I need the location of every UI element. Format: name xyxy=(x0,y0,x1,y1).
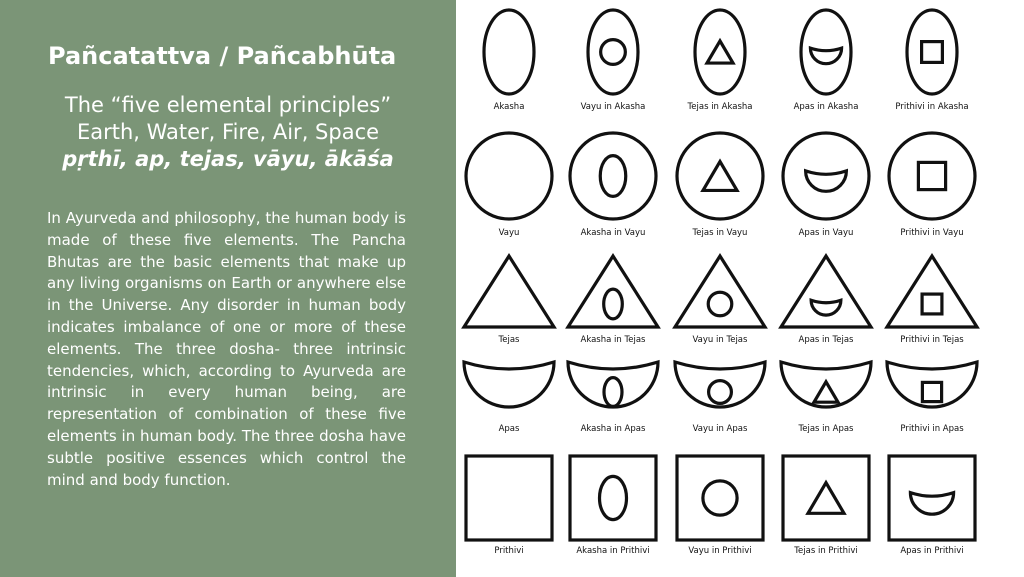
circle-outline-icon xyxy=(466,133,552,219)
crescent-inner-icon xyxy=(910,493,953,515)
subtitle-line-elements: Earth, Water, Fire, Air, Space xyxy=(76,120,380,144)
symbol-label: Prithivi in Vayu xyxy=(900,228,964,238)
symbol-cell xyxy=(675,256,765,345)
symbol-label: Prithivi in Tejas xyxy=(900,335,964,345)
symbol-label: Akasha in Prithivi xyxy=(576,546,650,556)
triangle-inner-icon xyxy=(707,41,733,63)
symbol-label: Akasha xyxy=(493,102,525,112)
elements-symbol-grid xyxy=(456,0,1024,577)
symbol-cell xyxy=(889,456,975,556)
triangle-inner-icon xyxy=(814,382,838,402)
circle-outline-icon xyxy=(677,133,763,219)
symbol-cell xyxy=(677,133,763,238)
crescent-inner-icon xyxy=(811,300,841,315)
triangle-outline-icon xyxy=(887,256,977,327)
subtitle-line-principles: The “five elemental principles” xyxy=(64,93,392,117)
circle-outline-icon xyxy=(570,133,656,219)
square-inner-icon xyxy=(922,42,943,63)
symbol-label: Tejas xyxy=(498,335,520,345)
symbol-cell xyxy=(781,256,871,345)
symbol-cell xyxy=(783,456,869,556)
symbol-label: Tejas in Apas xyxy=(798,424,854,434)
symbol-label: Prithivi in Apas xyxy=(900,424,964,434)
symbol-label: Vayu in Apas xyxy=(692,424,748,434)
symbol-label: Vayu in Akasha xyxy=(580,102,646,112)
symbol-label: Apas in Akasha xyxy=(793,102,859,112)
square-outline-icon xyxy=(783,456,869,540)
symbol-label: Akasha in Apas xyxy=(580,424,646,434)
symbol-label: Prithivi xyxy=(494,546,524,556)
symbol-label: Tejas in Akasha xyxy=(687,102,753,112)
square-outline-icon xyxy=(889,456,975,540)
subtitle-block xyxy=(40,92,416,173)
symbol-cell xyxy=(464,256,554,345)
symbol-cell xyxy=(466,133,552,238)
symbol-cell xyxy=(570,456,656,556)
symbol-label: Vayu in Prithivi xyxy=(688,546,752,556)
symbol-cell xyxy=(889,133,975,238)
square-inner-icon xyxy=(918,162,945,189)
symbol-label: Akasha in Tejas xyxy=(580,335,646,345)
circle-inner-icon xyxy=(709,381,732,404)
oval-inner-icon xyxy=(600,156,626,197)
triangle-inner-icon xyxy=(808,483,844,514)
crescent-outline-icon xyxy=(464,362,554,407)
circle-inner-icon xyxy=(703,481,737,515)
crescent-inner-icon xyxy=(810,48,841,64)
symbol-cell xyxy=(687,10,753,112)
oval-inner-icon xyxy=(604,289,623,319)
symbol-label: Vayu xyxy=(498,228,520,238)
crescent-inner-icon xyxy=(806,171,847,191)
square-outline-icon xyxy=(466,456,552,540)
description-paragraph: In Ayurveda and philosophy, the human body is made of these five elements. The Pancha Bhutas are the basic elements that make up any living organisms on Earth or anywhere else in the Universe. Any disorder in human body indicates imbalance of one or more of these elements. The three dosha- three intrinsic tendencies, which, according to Ayurveda are intrinsic in every human being, are representation of combination of these five elements in human body. The three dosha have subtle positive essences which control the mind and body function. xyxy=(47,209,406,489)
subtitle-line-sanskrit: pṛthī, ap, tejas, vāyu, ākāśa xyxy=(62,147,394,171)
symbol-cell xyxy=(895,10,968,112)
square-inner-icon xyxy=(922,294,942,314)
triangle-inner-icon xyxy=(703,162,737,191)
symbol-cell xyxy=(570,133,656,238)
symbol-cell xyxy=(581,10,646,112)
symbol-cell xyxy=(677,456,763,556)
symbol-label: Apas in Prithivi xyxy=(900,546,964,556)
square-inner-icon xyxy=(922,382,941,401)
triangle-outline-icon xyxy=(568,256,658,327)
crescent-outline-icon xyxy=(675,362,765,407)
square-outline-icon xyxy=(677,456,763,540)
oval-inner-icon xyxy=(600,476,627,519)
symbol-cell xyxy=(887,362,977,434)
symbol-cell xyxy=(466,456,552,556)
symbol-cell xyxy=(568,256,658,345)
left-text-panel xyxy=(0,0,456,577)
oval-inner-icon xyxy=(604,378,622,407)
symbol-label: Vayu in Tejas xyxy=(692,335,748,345)
symbol-cell xyxy=(783,133,869,238)
symbol-cell xyxy=(794,10,859,112)
triangle-outline-icon xyxy=(464,256,554,327)
symbol-cell xyxy=(568,362,658,434)
symbol-label: Akasha in Vayu xyxy=(580,228,646,238)
circle-outline-icon xyxy=(783,133,869,219)
symbol-label: Apas xyxy=(498,424,520,434)
symbol-label: Prithivi in Akasha xyxy=(895,102,969,112)
circle-outline-icon xyxy=(889,133,975,219)
symbol-label: Tejas in Prithivi xyxy=(794,546,858,556)
symbol-label: Apas in Tejas xyxy=(798,335,854,345)
oval-outline-icon xyxy=(907,10,957,94)
symbol-cell xyxy=(464,362,554,434)
oval-outline-icon xyxy=(588,10,638,94)
symbol-cell xyxy=(887,256,977,345)
symbol-cell xyxy=(781,362,871,434)
symbol-cell xyxy=(675,362,765,434)
oval-outline-icon xyxy=(695,10,745,94)
symbol-grid-svg xyxy=(456,0,1024,577)
circle-inner-icon xyxy=(601,40,626,65)
circle-inner-icon xyxy=(708,292,732,316)
page-title: Pañcatattva / Pañcabhūta xyxy=(48,42,397,70)
oval-outline-icon xyxy=(484,10,534,94)
symbol-cell xyxy=(484,10,534,112)
square-outline-icon xyxy=(570,456,656,540)
symbol-label: Tejas in Vayu xyxy=(692,228,748,238)
crescent-outline-icon xyxy=(568,362,658,407)
symbol-label: Apas in Vayu xyxy=(798,228,854,238)
